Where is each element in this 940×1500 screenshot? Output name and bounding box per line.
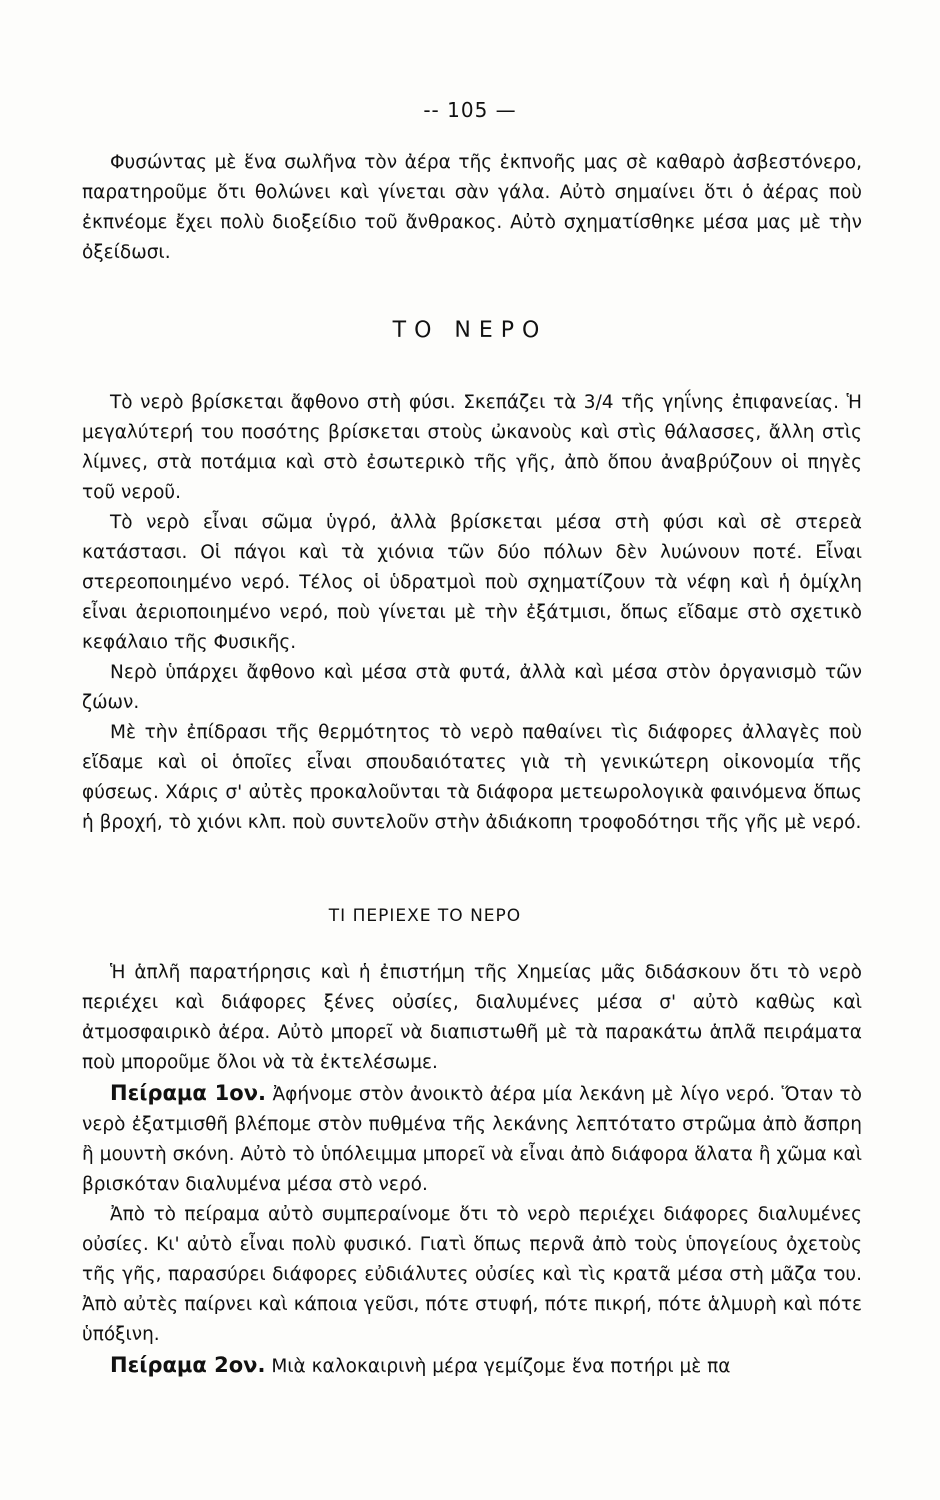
paragraph: Τὸ νερὸ εἶναι σῶμα ὑγρό, ἀλλὰ βρίσκεται μέσα στὴ φύσι καὶ σὲ στερεὰ κατάστασι. Οἱ πάγοι καὶ τὰ χιόνια τῶν δύο πόλων δὲν λυώνουν ποτέ. Εἶναι στερεοποιημένο νερό. Τέλος οἱ ὑδρατμοὶ ποὺ σχηματίζουν τὰ νέφη καὶ ἡ ὁμίχλη εἶναι ἀεριοποιημένο νερό, ποὺ γίνεται μὲ τὴν ἐξάτμισι, ὅπως εἴδαμε στὸ σχετικὸ κεφάλαιο τῆς Φυσικῆς. [82,512,862,653]
section-title-contents: ΤΙ ΠΕΡΙΕΧΕ ΤΟ ΝΕΡΟ [328,906,522,926]
experiment-1-text: Ἀφήνομε στὸν ἀνοικτὸ ἀέρα μία λεκάνη μὲ λίγο νερό. Ὅταν τὸ νερὸ ἐξατμισθῆ βλέπομε στὸν πυθμένα τῆς λεκάνης λεπτότατο στρῶμα ἀπὸ ἄσπρη ἢ μουντὴ σκόνη. Αὐτὸ τὸ ὑπόλειμμα μπορεῖ νὰ εἶναι ἀπὸ διάφορα ἅλατα ἢ χῶμα καὶ βρισκόταν διαλυμένα μέσα στὸ νερό. [82,1084,862,1195]
intro-block [82,148,862,268]
section-contents-body [82,958,862,1382]
page-number: -- 105 — [423,98,517,122]
experiment-2-text: Μιὰ καλοκαιρινὴ μέρα γεμίζομε ἕνα ποτήρι μὲ πα [271,1356,731,1377]
experiment-2-label: Πείραμα 2ον. [110,1353,266,1377]
experiment-1-paragraph [82,1078,862,1200]
paragraph: Νερὸ ὑπάρχει ἄφθονο καὶ μέσα στὰ φυτά, ἀλλὰ καὶ μέσα στὸν ὀργανισμὸ τῶν ζώων. [82,662,862,713]
paragraph: Μὲ τὴν ἐπίδρασι τῆς θερμότητος τὸ νερὸ παθαίνει τὶς διάφορες ἀλλαγὲς ποὺ εἴδαμε καὶ οἱ ὁποῖες εἶναι σπουδαιότατες γιὰ τὴ γενικώτερη οἰκονομία τῆς φύσεως. Χάρις σ' αὐτὲς προκαλοῦνται τὰ διάφορα μετεωρολογικὰ φαινόμενα ὅπως ἡ βροχή, τὸ χιόνι κλπ. ποὺ συντελοῦν στὴν ἀδιάκοπη τροφοδότησι τῆς γῆς μὲ νερό. [82,722,862,833]
paragraph: Ἀπὸ τὸ πείραμα αὐτὸ συμπεραίνομε ὅτι τὸ νερὸ περιέχει διάφορες διαλυμένες οὐσίες. Κι' αὐτὸ εἶναι πολὺ φυσικό. Γιατὶ ὅπως περνᾶ ἀπὸ τοὺς ὑπογείους ὀχετοὺς τῆς γῆς, παρασύρει διάφορες εὐδιάλυτες οὐσίες καὶ τὶς κρατᾶ μέσα στὴ μᾶζα του. Ἀπὸ αὐτὲς παίρνει καὶ κάποια γεῦσι, πότε στυφή, πότε πικρή, πότε ἁλμυρὴ καὶ πότε ὑπόξινη. [82,1204,862,1345]
experiment-1-label: Πείραμα 1ον. [110,1081,266,1105]
paragraph: Ἡ ἁπλῆ παρατήρησις καὶ ἡ ἐπιστήμη τῆς Χημείας μᾶς διδάσκουν ὅτι τὸ νερὸ περιέχει καὶ διάφορες ξένες οὐσίες, διαλυμένες μέσα σ' αὐτὸ καθὼς καὶ ἀτμοσφαιρικὸ ἀέρα. Αὐτὸ μπορεῖ νὰ διαπιστωθῆ μὲ τὰ παρακάτω ἁπλᾶ πειράματα ποὺ μποροῦμε ὅλοι νὰ τὰ ἐκτελέσωμε. [82,962,862,1073]
intro-paragraph: Φυσώντας μὲ ἕνα σωλῆνα τὸν ἀέρα τῆς ἐκπνοῆς μας σὲ καθαρὸ ἀσβεστόνερο, παρατηροῦμε ὅτι θολώνει καὶ γίνεται σὰν γάλα. Αὐτὸ σημαίνει ὅτι ὁ ἀέρας ποὺ ἐκπνέομε ἔχει πολὺ διοξείδιο τοῦ ἄνθρακος. Αὐτὸ σχηματίσθηκε μέσα μας μὲ τὴν ὀξείδωσι. [82,152,862,263]
section-title-water: ΤΟ ΝΕΡΟ [392,318,548,343]
section-water-body [82,388,862,838]
experiment-2-paragraph [82,1350,862,1382]
paragraph: Τὸ νερὸ βρίσκεται ἄφθονο στὴ φύσι. Σκεπάζει τὰ 3/4 τῆς γηΐνης ἐπιφανείας. Ἡ μεγαλύτερή του ποσότης βρίσκεται στοὺς ὠκανοὺς καὶ στὶς θάλασσες, ἄλλη στὶς λίμνες, στὰ ποτάμια καὶ στὸ ἐσωτερικὸ τῆς γῆς, ἀπὸ ὅπου ἀναβρύζουν οἱ πηγὲς τοῦ νεροῦ. [82,392,862,503]
